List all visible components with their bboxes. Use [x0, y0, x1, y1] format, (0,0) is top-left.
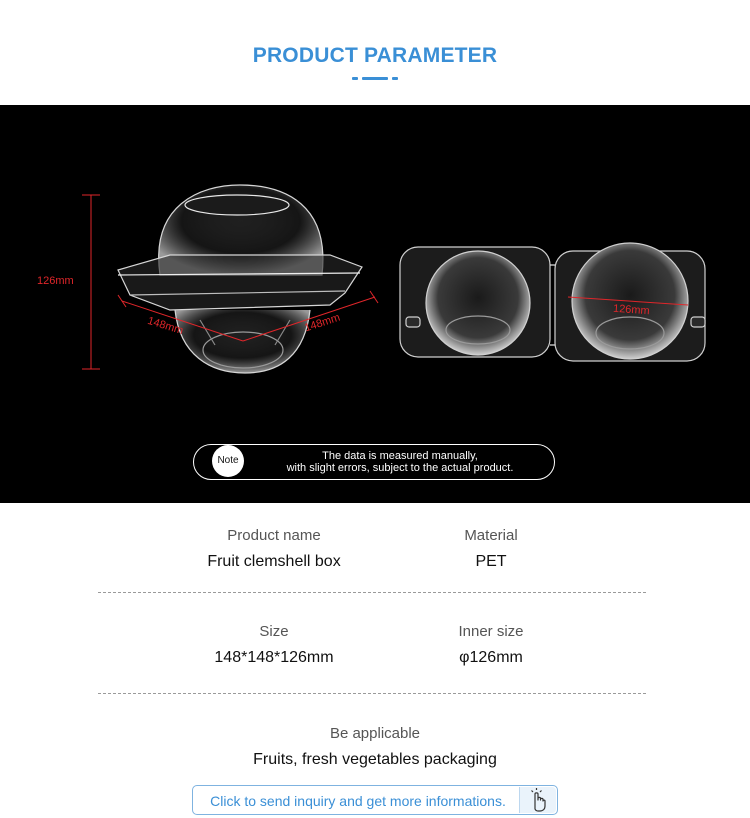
param-inner-size — [341, 623, 641, 667]
note-box — [193, 444, 555, 480]
inner-dimension-label: 126mm — [612, 302, 651, 318]
note-text — [254, 450, 546, 474]
param-material — [341, 527, 641, 571]
param-value: 148*148*126mm — [214, 649, 334, 666]
product-photo — [0, 105, 750, 503]
param-label: Inner size — [458, 623, 524, 640]
send-inquiry-button[interactable] — [192, 785, 558, 815]
inquiry-text: Click to send inquiry and get more informations. — [210, 793, 506, 809]
param-value: φ126mm — [459, 649, 523, 666]
param-value: Fruits, fresh vegetables packaging — [253, 751, 497, 768]
note-line-1: The data is measured manually, — [322, 450, 478, 462]
hand-pointer-icon — [519, 787, 556, 813]
param-applicable — [225, 725, 525, 769]
closed-clamshell — [118, 185, 362, 373]
param-label: Size — [259, 623, 289, 640]
param-label: Product name — [227, 527, 321, 544]
page-title: PRODUCT PARAMETER — [252, 44, 498, 67]
note-badge: Note — [212, 445, 244, 477]
width-left-dimension-label: 148mm — [146, 314, 185, 338]
param-value: Fruit clemshell box — [207, 553, 341, 570]
title-underline — [352, 77, 398, 80]
note-line-2: with slight errors, subject to the actual product. — [286, 462, 514, 474]
param-value: PET — [475, 553, 507, 570]
divider — [98, 592, 646, 593]
param-label: Material — [464, 527, 518, 544]
open-clamshell — [400, 243, 705, 361]
height-dimension-label: 126mm — [37, 275, 74, 287]
divider — [98, 693, 646, 694]
param-label: Be applicable — [329, 725, 421, 742]
width-right-dimension-label: 148mm — [303, 311, 342, 335]
